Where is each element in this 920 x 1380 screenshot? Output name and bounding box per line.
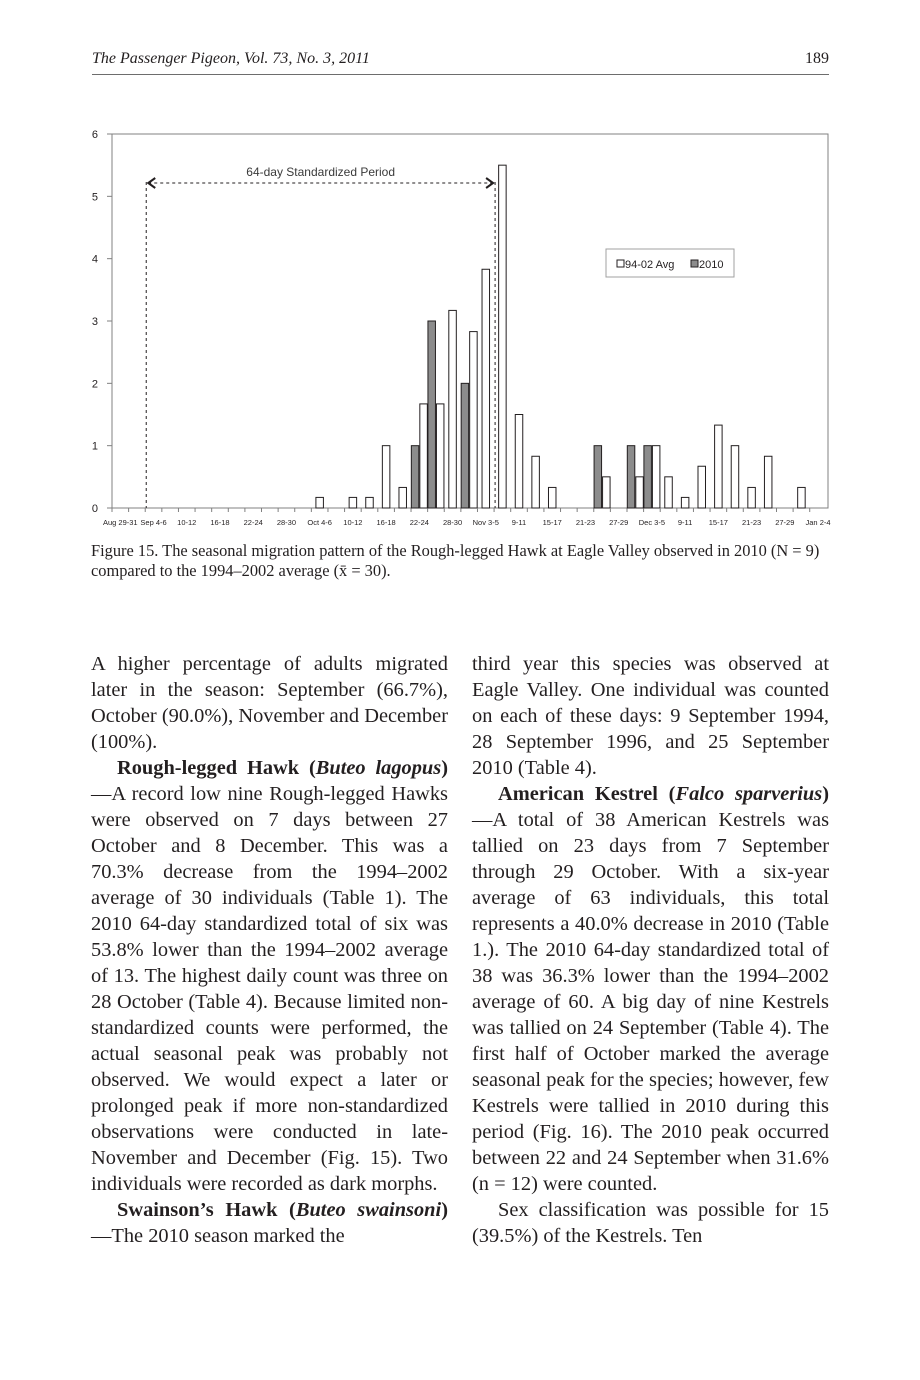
x-tick-label: Aug 29-31 bbox=[102, 518, 138, 527]
bar-94-02-avg bbox=[548, 487, 556, 508]
y-tick-label: 2 bbox=[91, 378, 98, 391]
y-tick-label: 5 bbox=[91, 191, 98, 204]
scientific-name: Buteo lagopus bbox=[315, 757, 442, 779]
x-tick-label: 9-11 bbox=[677, 518, 693, 527]
bar-2010 bbox=[411, 446, 419, 508]
x-tick-label: 22-24 bbox=[409, 518, 429, 527]
x-tick-label: 9-11 bbox=[511, 518, 527, 527]
bar-94-02-avg bbox=[349, 497, 357, 508]
right-column bbox=[472, 651, 829, 1249]
legend-swatch-avg bbox=[617, 260, 624, 267]
bar-94-02-avg bbox=[681, 497, 689, 508]
bar-2010 bbox=[627, 446, 635, 508]
y-tick-label: 4 bbox=[91, 253, 98, 266]
bar-94-02-avg bbox=[316, 497, 324, 508]
x-tick-label: Jan 2-4 bbox=[805, 518, 831, 527]
bar-94-02-avg bbox=[798, 487, 806, 508]
journal-title: The Passenger Pigeon, Vol. 73, No. 3, 2011 bbox=[92, 50, 370, 67]
species-name: Swainson’s Hawk bbox=[117, 1199, 278, 1221]
bar-94-02-avg bbox=[399, 487, 407, 508]
y-tick-label: 6 bbox=[91, 129, 98, 141]
scientific-name: Buteo swainsoni bbox=[295, 1199, 442, 1221]
x-tick-label: Oct 4-6 bbox=[307, 518, 332, 527]
chart-canvas bbox=[0, 0, 920, 540]
paragraph-swainsons-hawk: Swainson’s Hawk (Buteo swainsoni)—The 2010 season marked the bbox=[91, 1199, 448, 1247]
bar-2010 bbox=[461, 383, 469, 508]
figure-caption: Figure 15. The seasonal migration pattern of the Rough-legged Hawk at Eagle Valley observed in 2010 (N = 9) compared to the 1994–2002 average (x̄ = 30). bbox=[91, 541, 820, 580]
x-tick-label: Nov 3-5 bbox=[472, 518, 499, 527]
bar-94-02-avg bbox=[532, 456, 540, 508]
bar-94-02-avg bbox=[515, 415, 523, 509]
x-tick-label: 10-12 bbox=[343, 518, 363, 527]
scientific-name: Falco sparverius bbox=[675, 783, 823, 805]
bar-2010 bbox=[644, 446, 652, 508]
x-tick-label: 27-29 bbox=[775, 518, 795, 527]
x-tick-label: 22-24 bbox=[243, 518, 263, 527]
x-tick-label: Sep 4-6 bbox=[140, 518, 167, 527]
bar-94-02-avg bbox=[731, 446, 739, 508]
x-tick-label: 15-17 bbox=[542, 518, 562, 527]
x-tick-label: 21-23 bbox=[575, 518, 596, 527]
species-name: Rough-legged Hawk bbox=[117, 757, 300, 779]
bar-94-02-avg bbox=[603, 477, 611, 508]
x-tick-label: 21-23 bbox=[741, 518, 762, 527]
paragraph: A higher percentage of adults migrated later in the season: September (66.7%), October (90.0%), November and December (100%). bbox=[91, 653, 448, 753]
bar-94-02-avg bbox=[436, 404, 444, 508]
legend-label-2010: 2010 bbox=[699, 259, 724, 271]
bar-94-02-avg bbox=[366, 497, 374, 508]
legend-swatch-2010 bbox=[691, 260, 698, 267]
paragraph: Sex classification was possible for 15 (39.5%) of the Kestrels. Ten bbox=[472, 1199, 829, 1247]
bar-94-02-avg bbox=[748, 487, 756, 508]
y-tick-label: 3 bbox=[91, 316, 98, 328]
migration-bar-chart bbox=[0, 0, 920, 540]
x-tick-label: 16-18 bbox=[376, 518, 396, 527]
y-tick-label: 1 bbox=[91, 440, 98, 453]
x-tick-label: 15-17 bbox=[708, 518, 728, 527]
x-tick-label: Dec 3-5 bbox=[638, 518, 666, 527]
x-tick-label: 16-18 bbox=[210, 518, 230, 527]
paragraph: third year this species was observed at Eagle Valley. One individual was counted on each of these days: 9 September 1994, 28 September 1996, and 25 September 2010 (Table 4). bbox=[472, 653, 829, 779]
legend-label-avg: 94-02 Avg bbox=[625, 259, 675, 271]
x-tick-label: 28-30 bbox=[276, 518, 297, 527]
bar-94-02-avg bbox=[382, 446, 390, 508]
left-column bbox=[91, 651, 448, 1249]
bar-94-02-avg bbox=[764, 456, 772, 508]
x-tick-label: 28-30 bbox=[442, 518, 463, 527]
paragraph-american-kestrel: American Kestrel (Falco sparverius)—A total of 38 American Kestrels was tallied on 23 days from 7 September through 29 October. With a six-year average of 63 individuals, this total represents a 40.0% decrease in 2010 (Table 1.). The 2010 64-day standardized total of 38 was 36.3% lower than the 1994–2002 average of 60. A big day of nine Kestrels was tallied on 24 September (Table 4). The first half of October marked the average seasonal peak for the species; however, few Kestrels were tallied in 2010 during this period (Fig. 16). The 2010 peak occurred between 22 and 24 September when 31.6% (n = 12) were counted. bbox=[472, 783, 829, 1195]
bar-2010 bbox=[594, 446, 602, 508]
y-tick-label: 0 bbox=[91, 503, 98, 515]
period-annotation: 64-day Standardized Period bbox=[246, 165, 396, 179]
bar-94-02-avg bbox=[652, 446, 660, 508]
bar-94-02-avg bbox=[698, 466, 706, 508]
bar-94-02-avg bbox=[665, 477, 673, 508]
bar-94-02-avg bbox=[470, 332, 478, 508]
bar-94-02-avg bbox=[636, 477, 644, 508]
x-tick-label: 27-29 bbox=[609, 518, 629, 527]
bar-94-02-avg bbox=[420, 404, 428, 508]
page-number: 189 bbox=[805, 50, 829, 67]
paragraph-rough-legged-hawk: Rough-legged Hawk (Buteo lagopus)—A record low nine Rough-legged Hawks were observed on 7 days between 27 October and 8 December. This was a 70.3% decrease from the 1994–2002 average of 30 individuals (Table 1). The 2010 64-day standardized total of six was 53.8% lower than the 1994–2002 average of 13. The highest daily count was three on 28 October (Table 4). Because limited non-standardized counts were performed, the actual seasonal peak was probably not observed. We would expect a later or prolonged peak if more non-standardized observations were conducted in late-November and December (Fig. 15). Two individuals were recorded as dark morphs. bbox=[91, 757, 448, 1195]
arrow-left-icon bbox=[148, 178, 155, 188]
bar-2010 bbox=[428, 321, 436, 508]
bar-94-02-avg bbox=[715, 425, 723, 508]
species-name: American Kestrel bbox=[498, 783, 658, 805]
x-tick-label: 10-12 bbox=[177, 518, 197, 527]
bar-94-02-avg bbox=[449, 310, 457, 508]
bar-94-02-avg bbox=[499, 165, 507, 508]
bar-94-02-avg bbox=[482, 269, 490, 508]
